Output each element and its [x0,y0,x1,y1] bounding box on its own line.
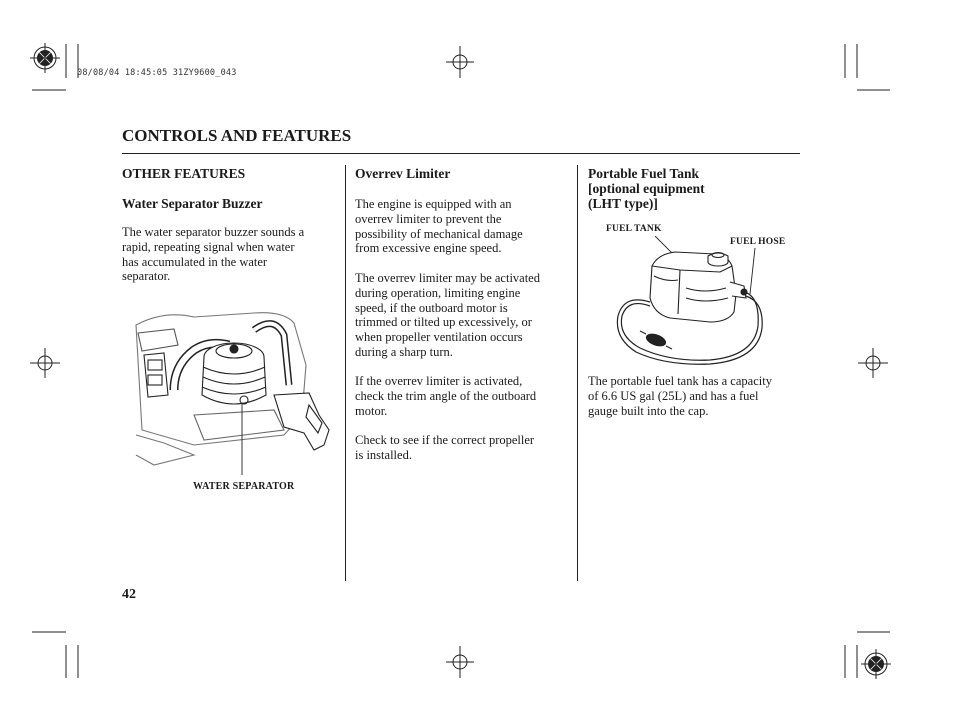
heading-portable-fuel-tank: Portable Fuel Tank [optional equipment (LHT type)] [588,166,705,211]
fuel-tank-text: The portable fuel tank has a capacity of 6.6 US gal (25L) and has a fuel gauge built into the cap. [588,374,772,418]
section-rule [122,153,800,154]
column-divider [345,165,346,581]
caption-water-separator: WATER SEPARATOR [193,481,295,492]
label-fuel-hose: FUEL HOSE [730,237,786,247]
section-title: CONTROLS AND FEATURES [122,126,352,145]
overrev-para-3: If the overrev limiter is activated, check the trim angle of the outboard motor. [355,374,537,418]
column-divider [577,165,578,581]
registration-target-left [30,348,60,378]
registration-target-top [446,46,474,78]
overrev-para-4: Check to see if the correct propeller is installed. [355,433,535,462]
registration-target-right [858,348,888,378]
heading-water-separator-buzzer: Water Separator Buzzer [122,196,263,211]
print-stamp: 08/08/04 18:45:05 31ZY9600_043 [77,68,237,78]
water-separator-text: The water separator buzzer sounds a rapid, repeating signal when water has accumulated in the water separator. [122,225,305,284]
fuel-tank-illustration [610,236,785,366]
water-separator-illustration [134,305,334,475]
label-fuel-tank: FUEL TANK [606,224,662,234]
starburst-mark-bottom-right [861,649,891,679]
heading-overrev-limiter: Overrev Limiter [355,166,451,181]
registration-target-bottom [446,646,474,678]
page-number: 42 [122,587,136,602]
starburst-mark-top-left [30,43,60,73]
overrev-para-1: The engine is equipped with an overrev limiter to prevent the possibility of mechanical damage from excessive engine speed. [355,197,523,256]
heading-other-features: OTHER FEATURES [122,166,246,181]
overrev-para-2: The overrev limiter may be activated during operation, limiting engine speed, if the outboard motor is trimmed or tilted up excessively, or when propeller ventilation occurs during a sharp turn. [355,271,540,359]
